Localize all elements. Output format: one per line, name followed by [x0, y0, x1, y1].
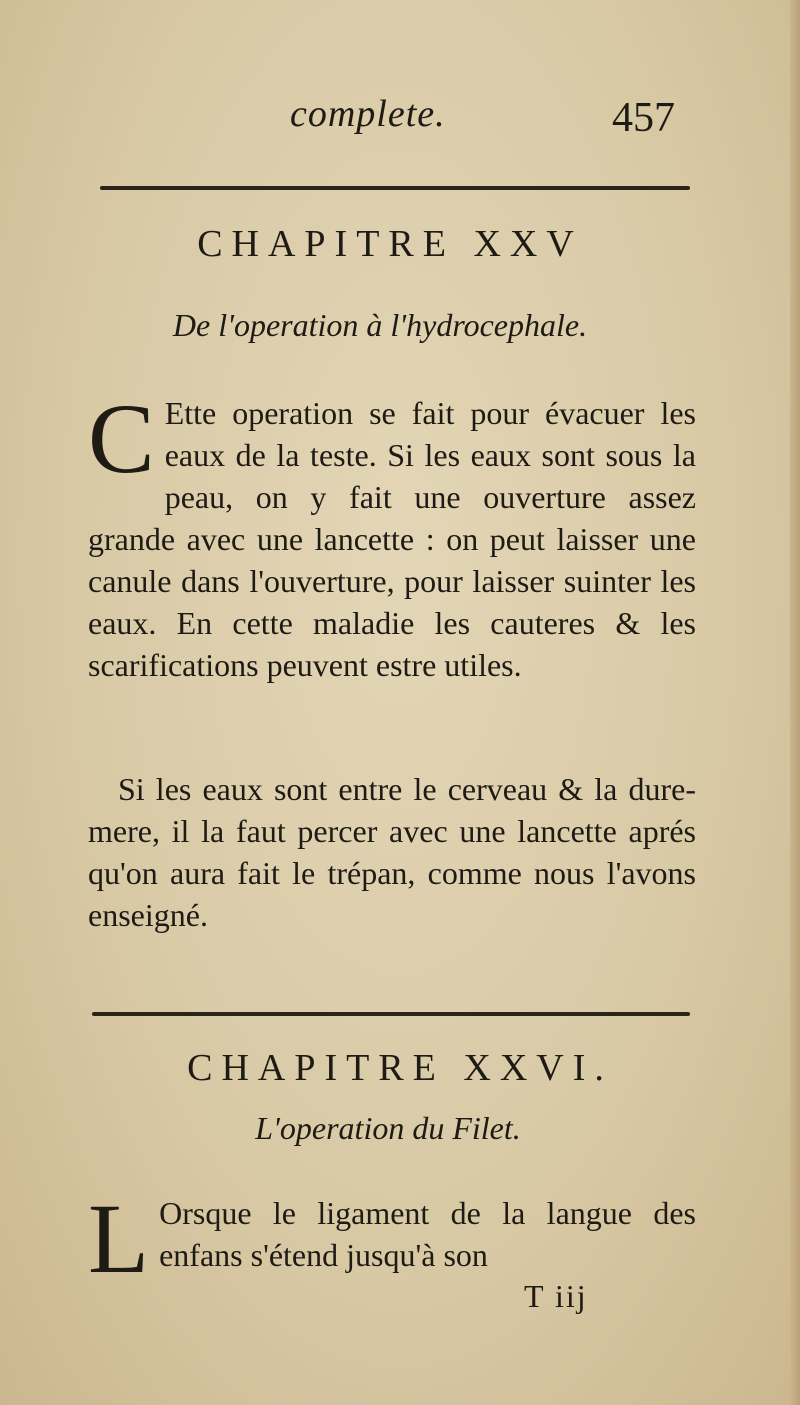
paragraph: Si les eaux sont entre le cerveau & la dure-mere, il la faut percer avec une lancette aprés qu'on aura fait le trépan, comme nous l'avons enseigné. [88, 771, 696, 933]
divider-rule [92, 1012, 690, 1016]
paragraph [88, 1183, 696, 1294]
chapter-heading: CHAPITRE XXVI. [187, 1047, 613, 1089]
paragraph-text: Ette operation se fait pour évacuer les eaux de la teste. Si les eaux sont sous la peau, on y fait une ouverture assez grande avec une lancette : on peut laisser une canule dans l'ouverture, pour laisser suinter les eaux. En cette maladie les cauteres & les scarifications peuvent estre utiles. [88, 395, 696, 683]
page-edge [790, 0, 800, 1405]
page-header [0, 92, 800, 152]
page-number: 457 [612, 95, 675, 141]
drop-cap: L [88, 1183, 150, 1294]
signature-mark: T iij [524, 1278, 588, 1314]
divider-rule [100, 186, 690, 190]
running-title: complete. [290, 93, 446, 135]
chapter-heading: CHAPITRE XXV [197, 223, 583, 265]
paragraph [88, 383, 696, 686]
paragraph-text: Orsque le ligament de la langue des enfans s'étend jusqu'à son [159, 1195, 696, 1273]
drop-cap: C [88, 383, 155, 494]
chapter-subtitle: L'operation du Filet. [255, 1110, 521, 1146]
chapter-subtitle: De l'operation à l'hydrocephale. [172, 307, 588, 343]
